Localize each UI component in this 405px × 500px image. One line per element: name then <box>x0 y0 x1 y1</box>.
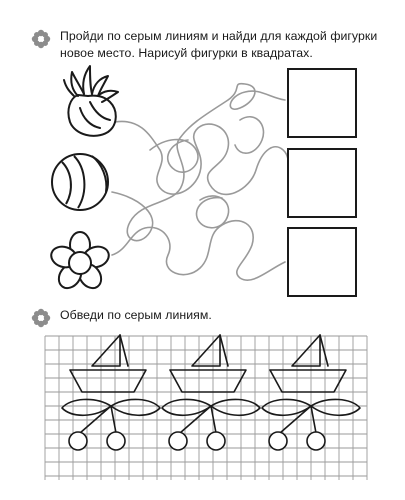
task-1-instruction: Пройди по серым линиям и найди для каждой фигурки новое место. Нарисуй фигурки в квадратах. <box>60 29 378 60</box>
cherries-icon <box>62 399 160 450</box>
tracing-figures <box>62 335 360 450</box>
tracing-grid <box>45 336 367 480</box>
maze-lines <box>112 84 290 280</box>
sailboat-icon <box>170 335 246 392</box>
maze-loop-3 <box>235 117 263 153</box>
ball-icon <box>52 154 108 210</box>
cherries-icon <box>162 399 260 450</box>
answer-square-1[interactable] <box>288 69 356 137</box>
sailboat-icon <box>70 335 146 392</box>
answer-square-2[interactable] <box>288 149 356 217</box>
flower-icon <box>49 232 112 292</box>
sailboat-icon <box>270 335 346 392</box>
maze-loop-2 <box>197 196 229 228</box>
onion-icon <box>64 66 118 136</box>
maze-path-flower <box>112 221 285 281</box>
answer-square-3[interactable] <box>288 228 356 296</box>
task-2-instruction: Обведи по серым линиям. <box>60 308 212 322</box>
maze-loop-1 <box>150 140 198 173</box>
answer-squares <box>288 69 356 296</box>
